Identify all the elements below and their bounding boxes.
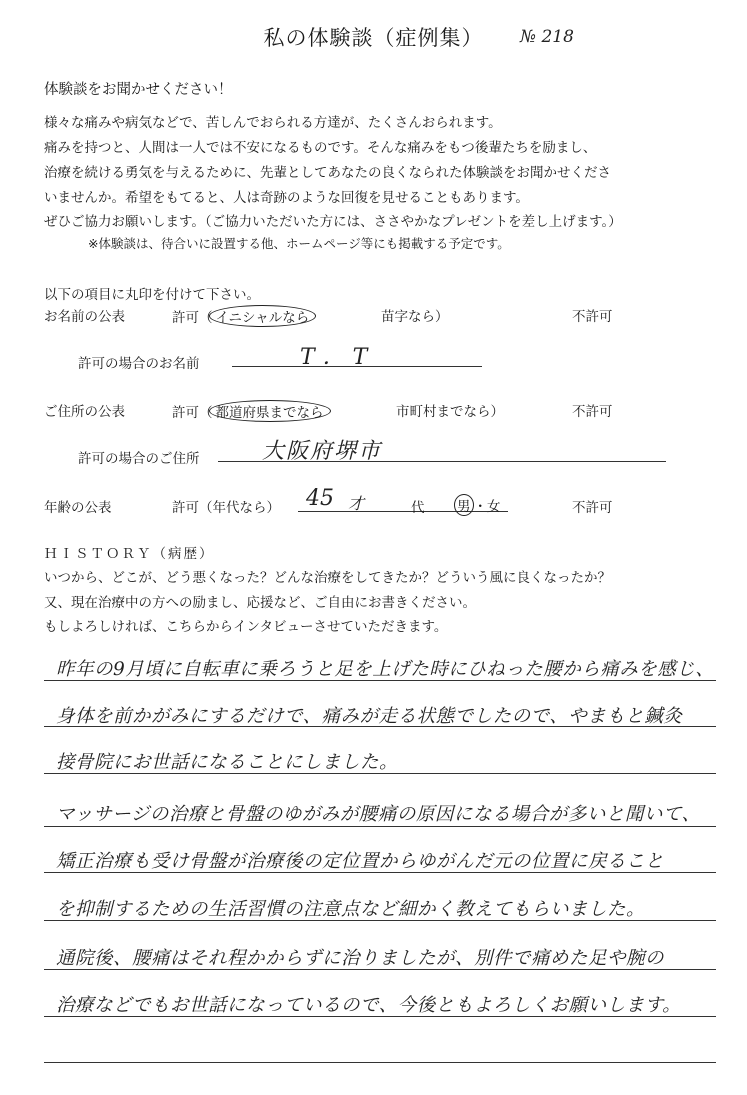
story-text-line: を抑制するための生活習慣の注意点など細かく教えてもらいました。 [56, 899, 646, 920]
name-allow-group [172, 305, 316, 327]
address-publish-label: ご住所の公表 [44, 404, 125, 420]
form-instruction: 以下の項目に丸印を付けて下さい。 [44, 287, 260, 303]
story-text-line: 治療などでもお世話になっているので、今後ともよろしくお願いします。 [56, 995, 682, 1016]
history-heading: ＨＩＳＴＯＲＹ（病歴） [44, 546, 215, 562]
story-text-line: 矯正治療も受け骨盤が治療後の定位置からゆがんだ元の位置に戻ること [56, 851, 665, 872]
age-value[interactable]: 45 [306, 486, 334, 511]
history-prompt: いつから、どこが、どう悪くなった？どんな治療をしてきたか？どういう風に良くなったか？ [44, 570, 611, 586]
age-publish-label: 年齢の公表 [44, 500, 112, 516]
address-allow-prefix: 許可（ [172, 405, 213, 421]
age-deny-option[interactable]: 不許可 [572, 500, 613, 516]
address-value[interactable]: 大阪府堺市 [262, 439, 383, 464]
page-title: 私の体験談（症例集） [263, 26, 484, 50]
name-value[interactable]: T．T [300, 345, 376, 370]
name-option-initial[interactable]: イニシャルなら [209, 305, 317, 327]
intro-note: ※体験談は、待合いに設置する他、ホームページ等にも掲載する予定です。 [88, 236, 510, 251]
story-text-line: 昨年の9月頃に自転車に乗ろうと足を上げた時にひねった腰から痛みを感じ、 [56, 659, 715, 680]
history-prompt: 又、現在治療中の方への励まし、応援など、ご自由にお書きください。 [44, 595, 476, 611]
intro-line: 痛みを持つと、人間は一人では不安になるものです。そんな痛みをもつ後輩たちを励まし、 [44, 140, 597, 156]
age-allow-prefix: 許可（年代なら） [172, 500, 280, 516]
intro-line: 様々な痛みや病気などで、苦しんでおられる方達が、たくさんおられます。 [44, 115, 502, 131]
address-deny-option[interactable]: 不許可 [572, 404, 613, 420]
name-deny-option[interactable]: 不許可 [572, 309, 613, 325]
story-text-line: 身体を前かがみにするだけで、痛みが走る状態でしたので、やまもと鍼灸 [56, 706, 683, 727]
intro-heading: 体験談をお聞かせください！ [44, 82, 233, 98]
name-value-label: 許可の場合のお名前 [78, 356, 200, 372]
intro-line: いませんか。希望をもてると、人は奇跡のような回復を見せることもあります。 [44, 190, 529, 206]
age-dai-label: 代 [411, 500, 425, 516]
address-option-pref[interactable]: 都道府県までなら [209, 400, 331, 422]
gender-separator: ・ [473, 499, 487, 515]
gender-female-option[interactable]: 女 [487, 499, 501, 515]
age-unit: 才 [348, 494, 365, 513]
name-allow-prefix: 許可（ [172, 310, 213, 326]
intro-line: 治療を続ける勇気を与えるために、先輩としてあなたの良くなられた体験談をお聞かせくださ [44, 165, 611, 181]
form-number: № 218 [520, 27, 574, 47]
story-text-line: 接骨院にお世話になることにしました。 [56, 752, 399, 773]
history-prompt: もしよろしければ、こちらからインタビューさせていただきます。 [44, 619, 448, 635]
name-option-surname[interactable]: 苗字なら） [381, 309, 449, 325]
address-allow-group [172, 400, 331, 422]
intro-line: ぜひご協力お願いします。（ご協力いただいた方には、ささやかなプレゼントを差し上げます。） [44, 214, 622, 230]
story-underline [44, 826, 716, 827]
address-value-label: 許可の場合のご住所 [78, 451, 200, 467]
gender-group [454, 494, 501, 516]
story-text-line: マッサージの治療と骨盤のゆがみが腰痛の原因になる場合が多いと聞いて、 [56, 804, 701, 825]
gender-male-option[interactable]: 男 [454, 494, 474, 516]
address-option-city[interactable]: 市町村までなら） [396, 404, 504, 420]
name-publish-label: お名前の公表 [44, 309, 125, 325]
story-text-line: 通院後、腰痛はそれ程かからずに治りましたが、別件で痛めた足や腕の [56, 948, 665, 969]
story-underline [44, 1062, 716, 1063]
